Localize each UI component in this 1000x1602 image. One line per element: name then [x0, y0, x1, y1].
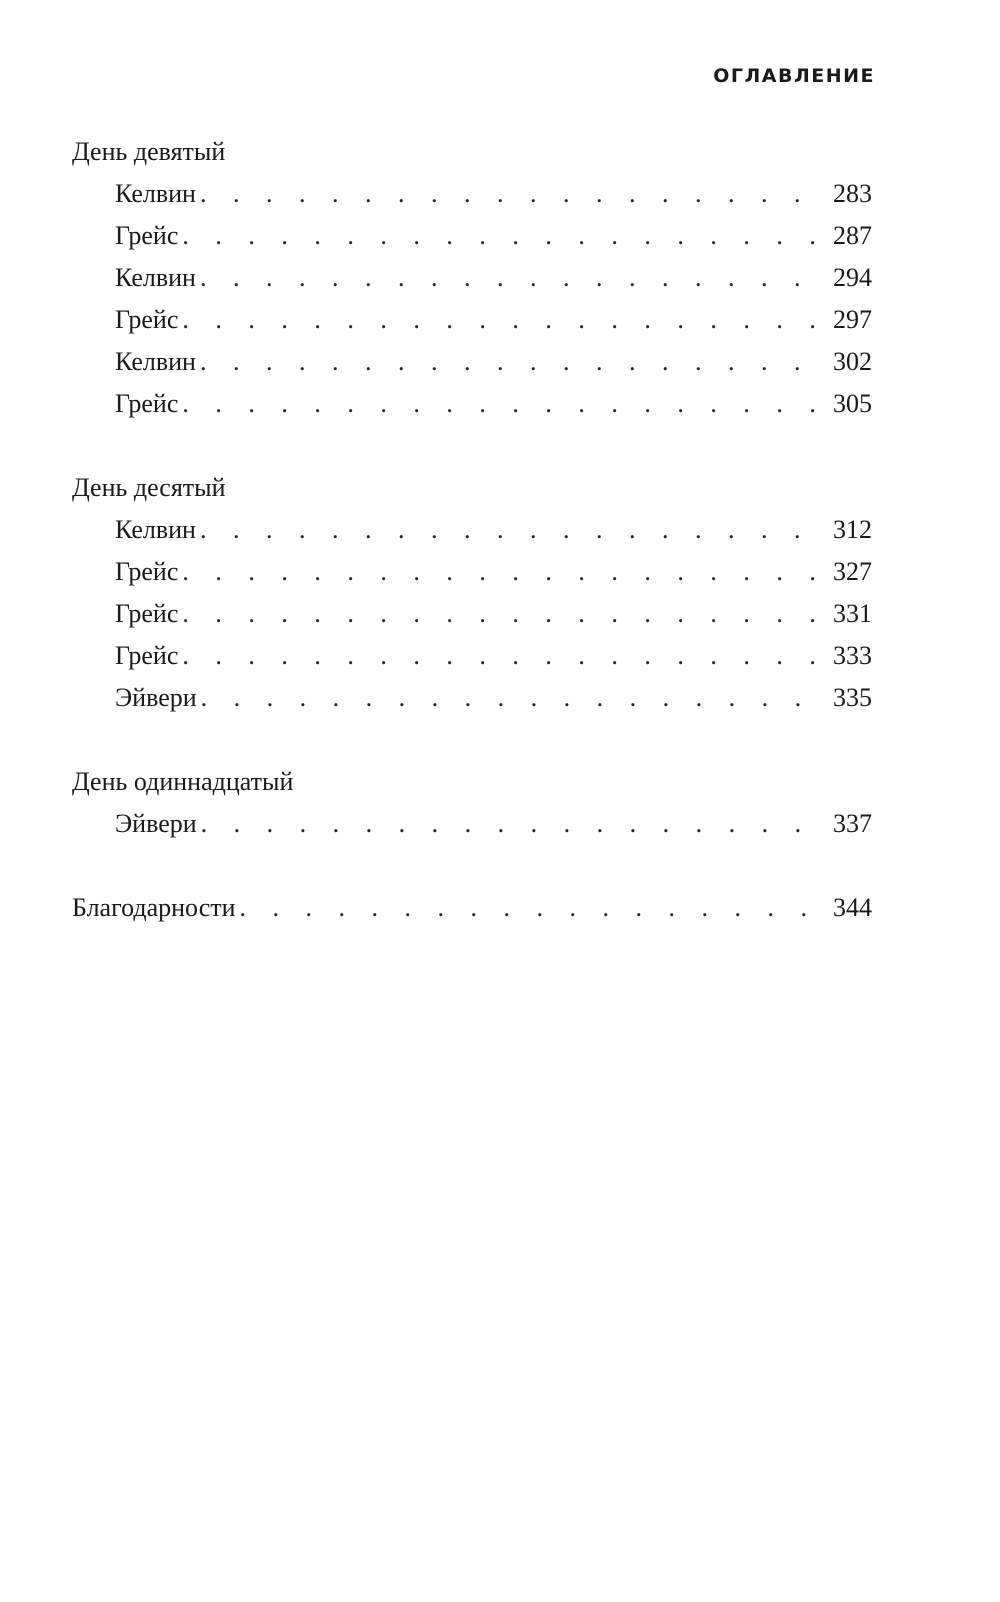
toc-entry[interactable] [72, 299, 872, 341]
toc-section-day-ten [72, 467, 872, 719]
entry-page-number: 302 [833, 347, 872, 376]
toc-entry[interactable] [72, 215, 872, 257]
entry-page-number: 327 [833, 557, 872, 586]
entry-label: Грейс [115, 221, 179, 250]
entry-label: Келвин [115, 515, 196, 544]
entry-page-number: 305 [833, 389, 872, 418]
dot-leader [182, 635, 827, 677]
section-title: День одиннадцатый [72, 767, 294, 796]
dot-leader [182, 593, 827, 635]
toc-section-day-eleven [72, 761, 872, 845]
dot-leader [200, 173, 827, 215]
table-of-contents [72, 131, 872, 971]
section-title: День десятый [72, 473, 226, 502]
entry-page-number: 335 [833, 683, 872, 712]
entry-page-number: 283 [833, 179, 872, 208]
entry-page-number: 297 [833, 305, 872, 334]
dot-leader [240, 887, 827, 929]
entry-page-number: 294 [833, 263, 872, 292]
toc-entry[interactable] [72, 509, 872, 551]
entry-page-number: 344 [833, 893, 872, 922]
entry-page-number: 312 [833, 515, 872, 544]
entry-label: Благодарности [72, 893, 236, 922]
dot-leader [182, 299, 827, 341]
entry-page-number: 331 [833, 599, 872, 628]
page-title: ОГЛАВЛЕНИЕ [713, 65, 875, 87]
toc-entry-acknowledgments[interactable] [72, 887, 872, 929]
toc-entry[interactable] [72, 803, 872, 845]
entry-page-number: 287 [833, 221, 872, 250]
entry-label: Грейс [115, 557, 179, 586]
dot-leader [200, 341, 827, 383]
dot-leader [201, 677, 827, 719]
toc-entry[interactable] [72, 341, 872, 383]
entry-page-number: 333 [833, 641, 872, 670]
toc-section-acknowledgments [72, 887, 872, 929]
section-title: День девятый [72, 137, 226, 166]
entry-label: Грейс [115, 599, 179, 628]
dot-leader [182, 551, 827, 593]
toc-entry[interactable] [72, 257, 872, 299]
entry-label: Эйвери [115, 683, 197, 712]
entry-label: Грейс [115, 641, 179, 670]
dot-leader [200, 509, 827, 551]
dot-leader [182, 215, 827, 257]
entry-label: Грейс [115, 305, 179, 334]
toc-entry[interactable] [72, 677, 872, 719]
entry-label: Эйвери [115, 809, 197, 838]
entry-label: Грейс [115, 389, 179, 418]
toc-entry[interactable] [72, 551, 872, 593]
entry-label: Келвин [115, 179, 196, 208]
dot-leader [182, 383, 827, 425]
dot-leader [200, 257, 827, 299]
dot-leader [201, 803, 827, 845]
toc-entry[interactable] [72, 593, 872, 635]
toc-section-day-nine [72, 131, 872, 425]
toc-entry[interactable] [72, 635, 872, 677]
entry-page-number: 337 [833, 809, 872, 838]
toc-entry[interactable] [72, 383, 872, 425]
toc-entry[interactable] [72, 173, 872, 215]
entry-label: Келвин [115, 263, 196, 292]
entry-label: Келвин [115, 347, 196, 376]
